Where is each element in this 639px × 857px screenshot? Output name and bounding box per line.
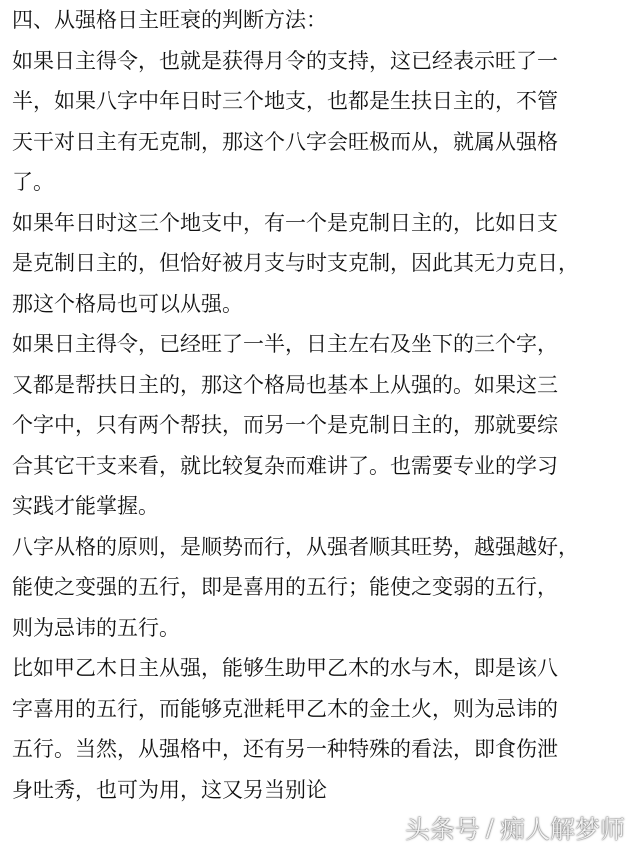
text-line: 个字中，只有两个帮扶，而另一个是克制日主的，那就要综 <box>12 413 558 437</box>
article-body <box>12 0 632 810</box>
text-line: 如果年日时这三个地支中，有一个是克制日主的，比如日支 <box>12 210 558 235</box>
text-line: 如果日主得令，已经旺了一半，日主左右及坐下的三个字， <box>12 332 558 356</box>
text-line: 身吐秀，也可为用，这又另当别论 <box>12 777 327 802</box>
text-line: 能使之变强的五行，即是喜用的五行；能使之变弱的五行， <box>12 575 558 599</box>
text-line: 那这个格局也可以从强。 <box>12 291 243 316</box>
text-line: 半，如果八字中年日时三个地支，也都是生扶日主的，不管 <box>12 89 558 113</box>
text-line: 是克制日主的，但恰好被月支与时支克制，因此其无力克日， <box>12 251 579 275</box>
watermark-source: 头条号 <box>404 815 480 844</box>
text-line: 如果日主得令，也就是获得月令的支持，这已经表示旺了一 <box>12 48 558 73</box>
text-line: 字喜用的五行，而能够克泄耗甲乙木的金土火，则为忌讳的 <box>12 696 558 721</box>
text-line: 八字从格的原则，是顺势而行，从强者顺其旺势，越强越好， <box>12 534 579 559</box>
text-line: 天干对日主有无克制，那这个八字会旺极而从，就属从强格 <box>12 129 558 154</box>
watermark <box>405 805 625 851</box>
watermark-author: 痴人解梦师 <box>499 815 625 844</box>
text-line: 五行。当然，从强格中，还有另一种特殊的看法，即食伤泄 <box>12 737 558 761</box>
text-line: 比如甲乙木日主从强，能够生助甲乙木的水与木，即是该八 <box>12 656 558 680</box>
watermark-separator: / <box>485 814 494 842</box>
text-line: 又都是帮扶日主的，那这个格局也基本上从强的。如果这三 <box>12 372 558 397</box>
section-heading: 四、从强格日主旺衰的判断方法： <box>12 8 327 32</box>
text-line: 合其它干支来看，就比较复杂而难讲了。也需要专业的学习 <box>12 453 558 478</box>
text-line: 则为忌讳的五行。 <box>12 615 180 640</box>
text-line: 实践才能掌握。 <box>12 494 159 518</box>
text-line: 了。 <box>12 170 54 194</box>
